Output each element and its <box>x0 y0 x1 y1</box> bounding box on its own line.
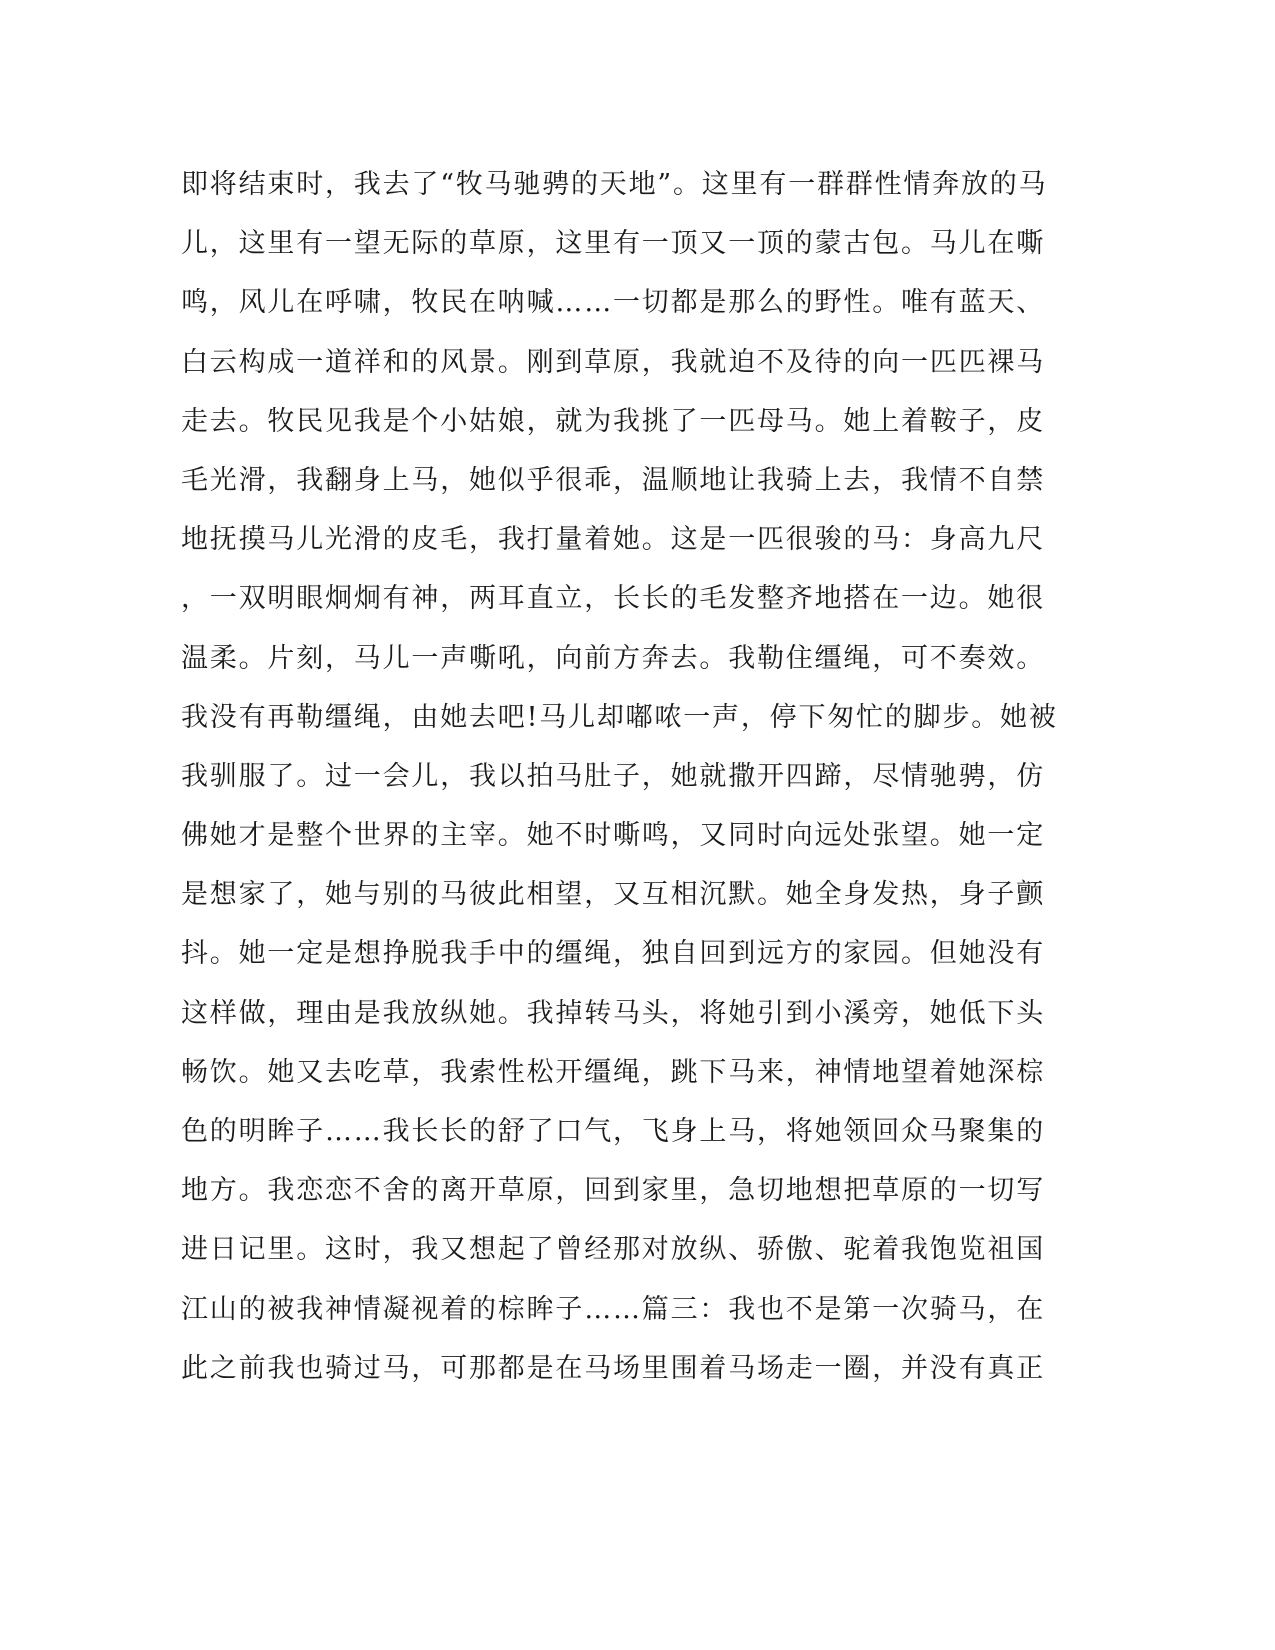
text-line-14: 抖。她一定是想挣脱我手中的缰绳，独自回到远方的家园。但她没有 <box>181 938 1045 970</box>
text-line-9: 温柔。片刻，马儿一声嘶吼，向前方奔去。我勒住缰绳，可不奏效。 <box>181 642 1045 674</box>
text-line-3: 鸣，风儿在呼啸，牧民在呐喊……一切都是那么的野性。唯有蓝天、 <box>181 287 1045 319</box>
text-line-21: 此之前我也骑过马，可那都是在马场里围着马场走一圈，并没有真正 <box>181 1352 1045 1384</box>
text-line-19: 进日记里。这时，我又想起了曾经那对放纵、骄傲、驼着我饱览祖国 <box>181 1234 1045 1266</box>
text-line-5: 走去。牧民见我是个小姑娘，就为我挑了一匹母马。她上着鞍子，皮 <box>181 405 1045 437</box>
text-line-2: 儿，这里有一望无际的草原，这里有一顶又一顶的蒙古包。马儿在嘶 <box>181 228 1045 260</box>
text-line-16: 畅饮。她又去吃草，我索性松开缰绳，跳下马来，神情地望着她深棕 <box>181 1056 1045 1088</box>
body-text <box>181 155 1058 1398</box>
text-line-4: 白云构成一道祥和的风景。刚到草原，我就迫不及待的向一匹匹裸马 <box>181 346 1045 378</box>
text-line-18: 地方。我恋恋不舍的离开草原，回到家里，急切地想把草原的一切写 <box>181 1175 1045 1207</box>
text-line-7: 地抚摸马儿光滑的皮毛，我打量着她。这是一匹很骏的马：身高九尺 <box>181 524 1045 556</box>
text-line-12: 佛她才是整个世界的主宰。她不时嘶鸣，又同时向远处张望。她一定 <box>181 820 1045 852</box>
text-line-13: 是想家了，她与别的马彼此相望，又互相沉默。她全身发热，身子颤 <box>181 879 1045 911</box>
text-line-6: 毛光滑，我翻身上马，她似乎很乖，温顺地让我骑上去，我情不自禁 <box>181 464 1045 496</box>
text-line-8: ，一双明眼炯炯有神，两耳直立，长长的毛发整齐地搭在一边。她很 <box>181 583 1045 615</box>
text-line-10: 我没有再勒缰绳，由她去吧!马儿却嘟哝一声，停下匆忙的脚步。她被 <box>181 701 1058 733</box>
text-line-1: 即将结束时，我去了“牧马驰骋的天地”。这里有一群群性情奔放的马 <box>181 169 1048 200</box>
text-line-17: 色的明眸子……我长长的舒了口气，飞身上马，将她领回众马聚集的 <box>181 1116 1045 1147</box>
text-line-15: 这样做，理由是我放纵她。我掉转马头，将她引到小溪旁，她低下头 <box>181 997 1045 1029</box>
text-line-11: 我驯服了。过一会儿，我以拍马肚子，她就撒开四蹄，尽情驰骋，仿 <box>181 760 1045 792</box>
text-line-20: 江山的被我神情凝视着的棕眸子……篇三：我也不是第一次骑马，在 <box>181 1293 1045 1325</box>
